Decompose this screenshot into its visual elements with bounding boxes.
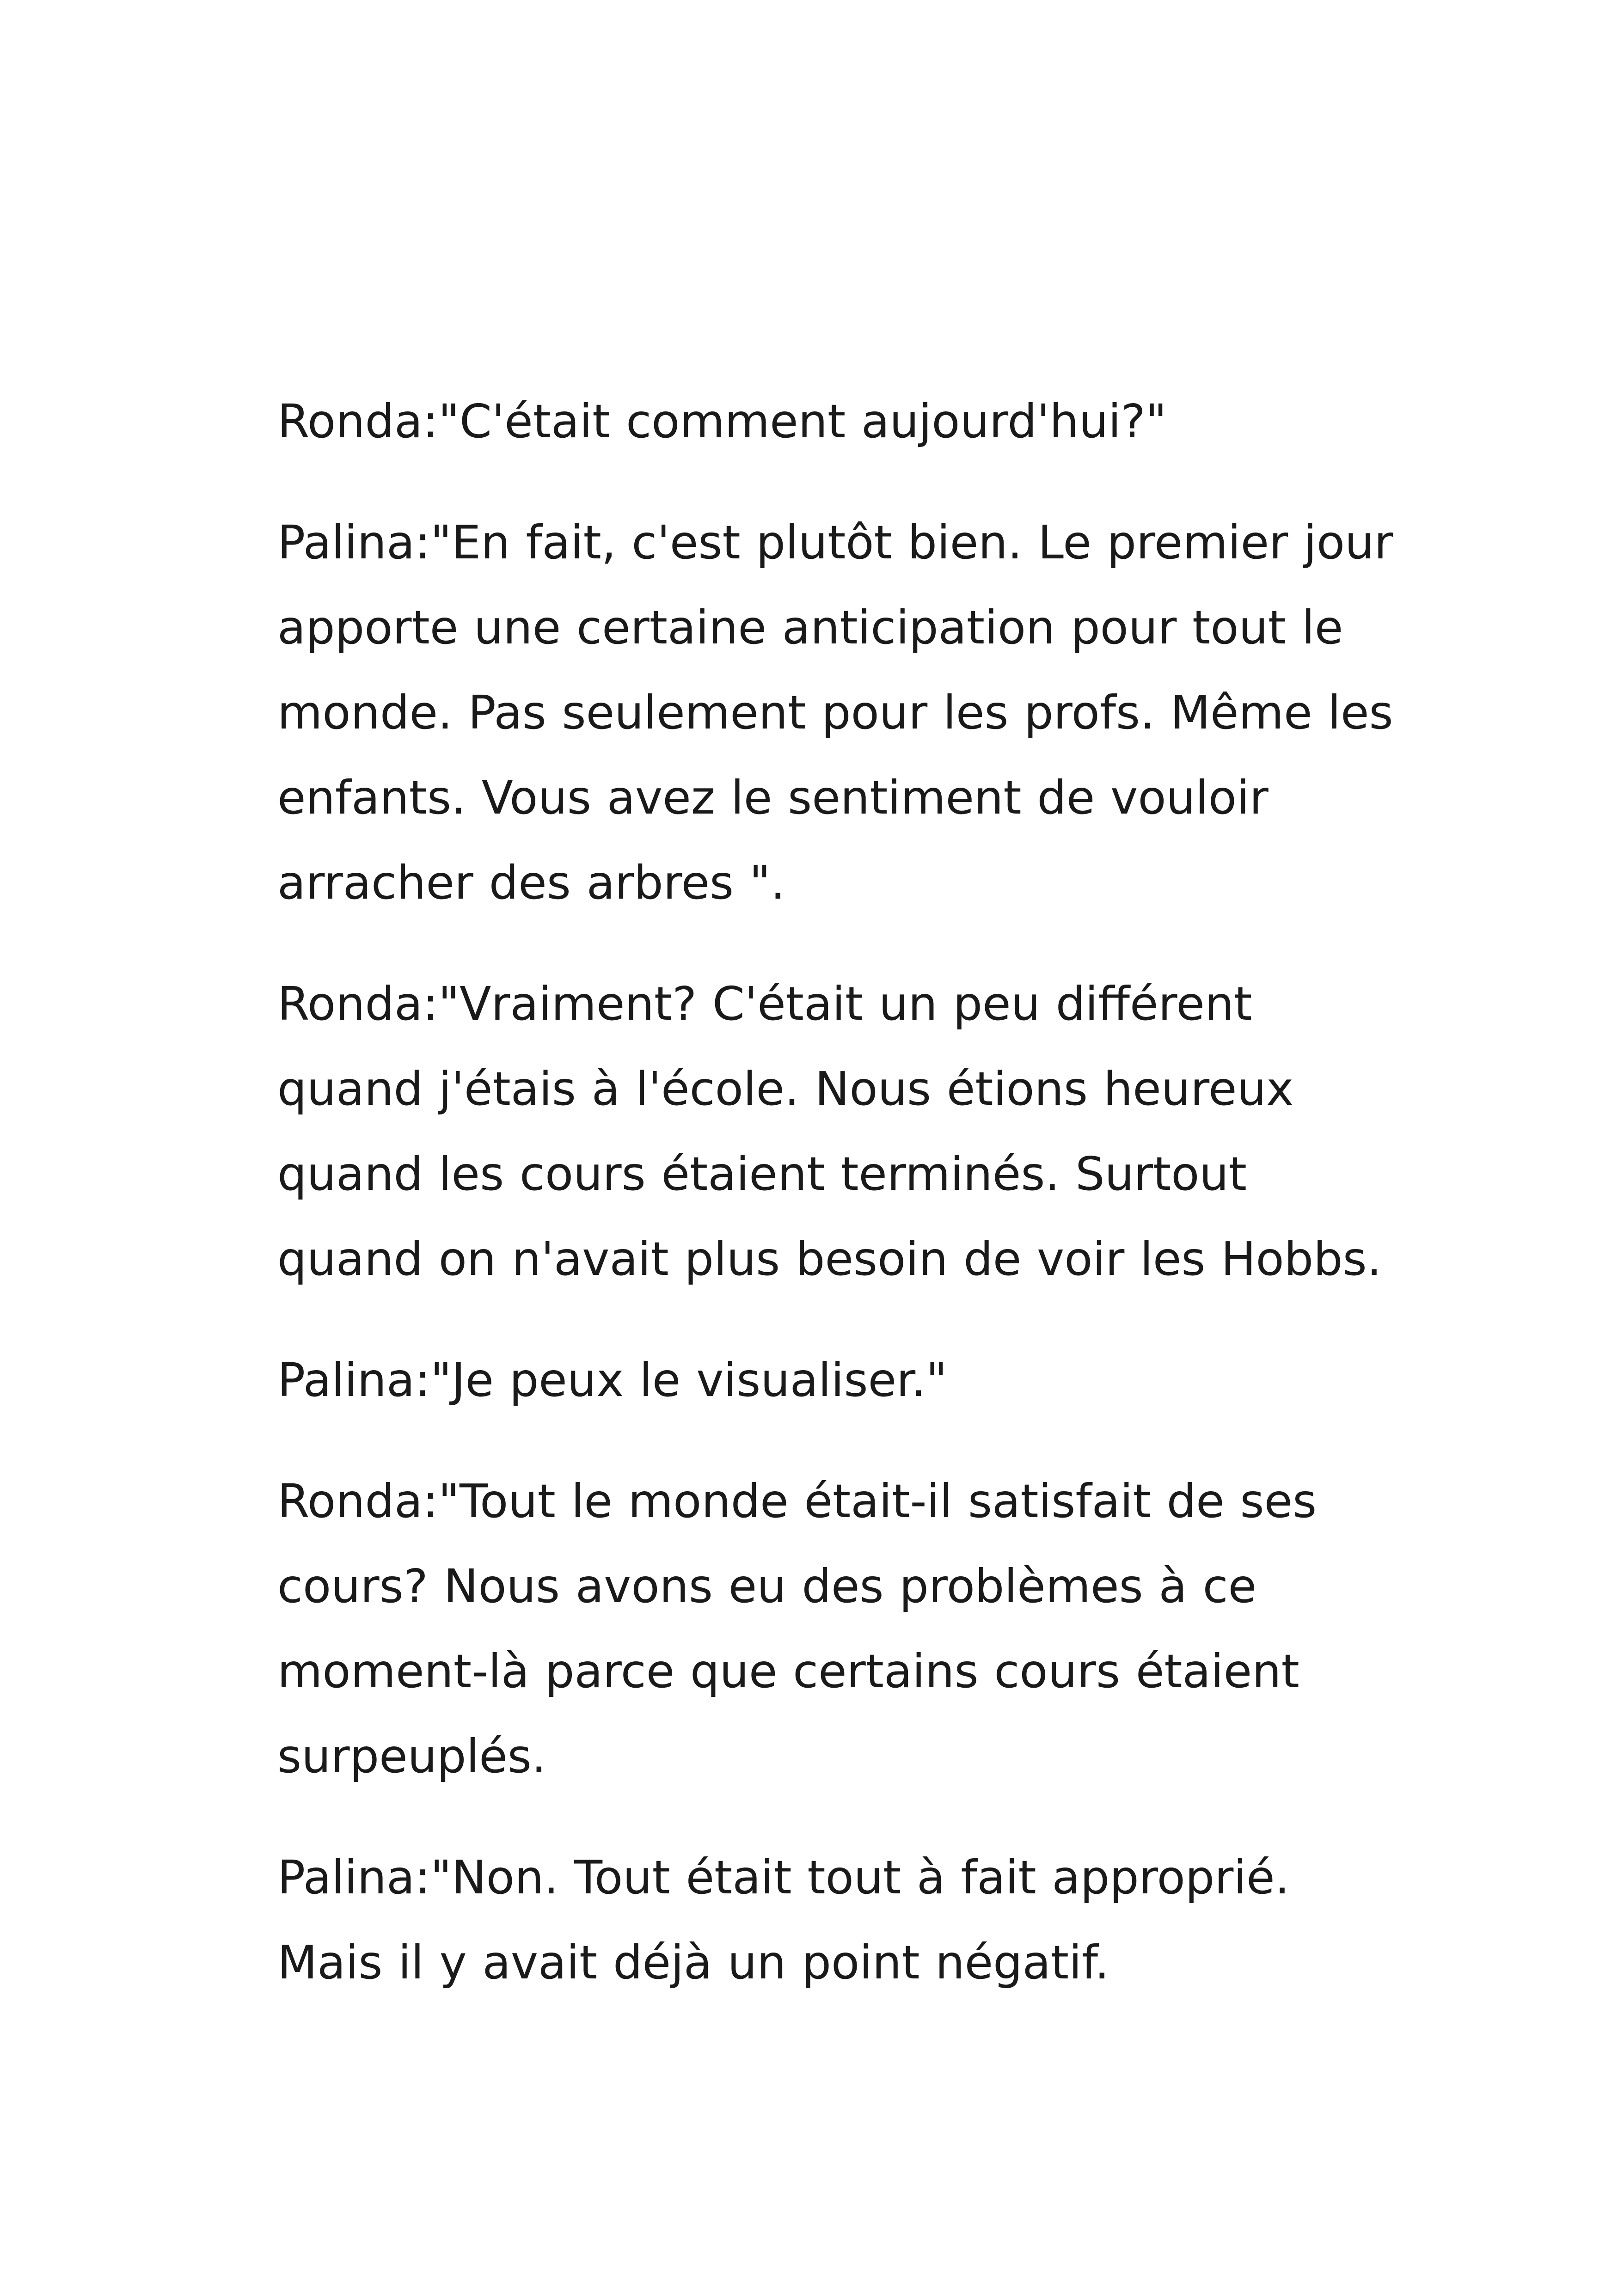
- paragraph-6: [277, 1835, 1387, 2005]
- text-line: Ronda:"Tout le monde était-il satisfait de ses: [277, 1474, 1317, 1528]
- text-line: cours? Nous avons eu des problèmes à ce: [277, 1559, 1257, 1613]
- text-line: quand j'étais à l'école. Nous étions heureux: [277, 1062, 1294, 1116]
- text-line: monde. Pas seulement pour les profs. Même les: [277, 686, 1393, 740]
- paragraph-3: [277, 961, 1387, 1302]
- text-line: Palina:"Je peux le visualiser.": [277, 1353, 947, 1407]
- text-line: quand on n'avait plus besoin de voir les Hobbs.: [277, 1232, 1382, 1286]
- dialogue-text: [277, 379, 1393, 2041]
- text-line: enfants. Vous avez le sentiment de vouloir: [277, 771, 1269, 825]
- text-line: Ronda:"Vraiment? C'était un peu différent: [277, 977, 1252, 1031]
- text-line: Palina:"En fait, c'est plutôt bien. Le premier jour: [277, 515, 1393, 569]
- text-line: surpeuplés.: [277, 1729, 546, 1783]
- text-line: moment-là parce que certains cours étaient: [277, 1644, 1299, 1698]
- paragraph-1: [277, 379, 1387, 464]
- text-line: apporte une certaine anticipation pour tout le: [277, 600, 1343, 655]
- text-line: quand les cours étaient terminés. Surtout: [277, 1147, 1247, 1201]
- paragraph-2: [277, 500, 1393, 925]
- text-line: arracher des arbres ".: [277, 856, 785, 910]
- text-line: Ronda:"C'était comment aujourd'hui?": [277, 394, 1167, 448]
- text-line: Palina:"Non. Tout était tout à fait approprié.: [277, 1850, 1290, 1904]
- text-line: Mais il y avait déjà un point négatif.: [277, 1935, 1109, 1990]
- paragraph-4: [277, 1338, 1387, 1423]
- paragraph-5: [277, 1459, 1387, 1799]
